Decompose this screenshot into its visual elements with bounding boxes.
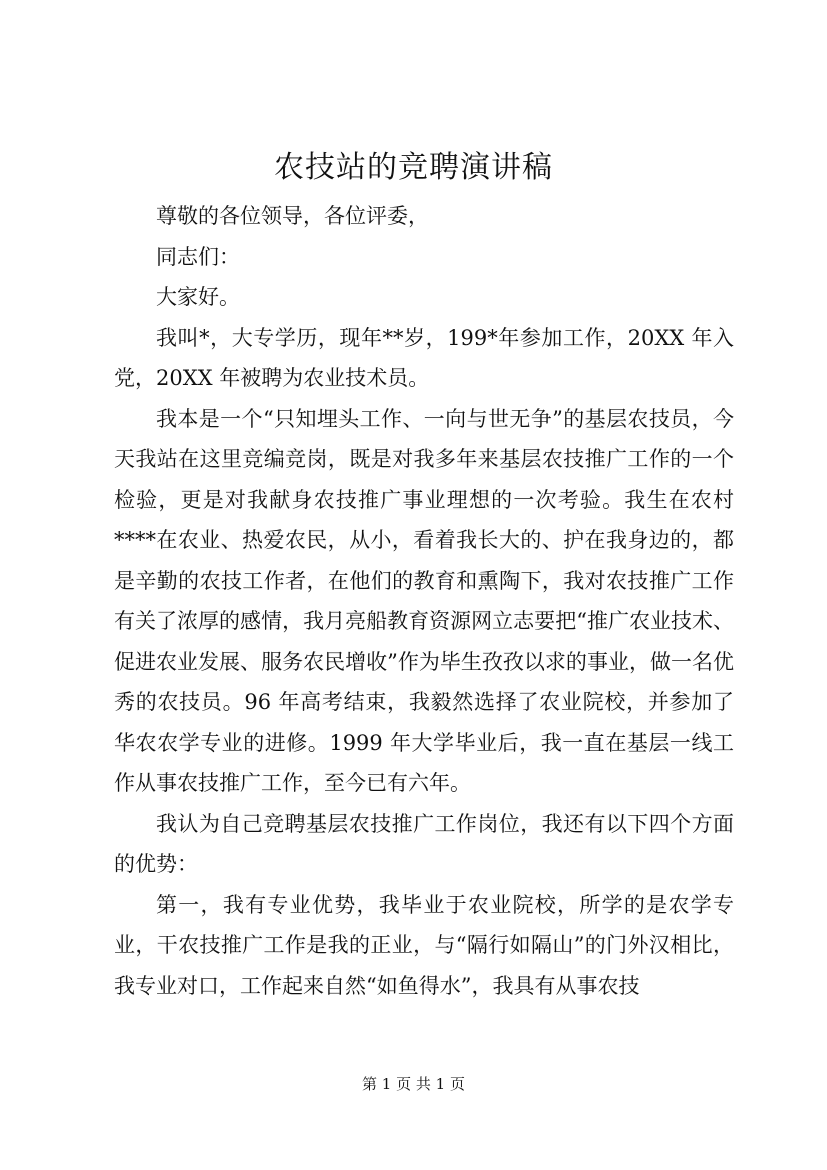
document-title: 农技站的竞聘演讲稿 — [274, 150, 553, 185]
paragraph-advantages-intro: 我认为自己竞聘基层农技推广工作岗位，我还有以下四个方面的优势： — [114, 811, 734, 876]
paragraph-background: 我本是一个“只知埋头工作、一向与世无争”的基层农技员，今天我站在这里竞编竞岗，既是对我多年来基层农技推广工作的一个检验，更是对我献身农技推广事业理想的一次考验。我生在农村****在农业、热爱农民，从小，看着我长大的、护在我身边的，都是辛勤的农技工作者，在他们的教育和熏陶下，我对农技推广工作有关了浓厚的感情，我月亮船教育资源网立志要把“推广农业技术、促进农业发展、服务农民增收”作为毕生孜孜以求的事业，做一名优秀的农技员。96 年高考结束，我毅然选择了农业院校，并参加了华农农学专业的进修。1999 年大学毕业后，我一直在基层一线工作从事农技推广工作，至今已有六年。 — [114, 406, 734, 795]
paragraph-greeting: 大家好。 — [156, 285, 240, 309]
paragraph-comrades: 同志们： — [156, 244, 240, 269]
paragraph-introduction: 我叫*，大专学历，现年**岁，199*年参加工作，20XX 年入党，20XX 年被聘为农业技术员。 — [114, 325, 734, 390]
paragraph-salutation: 尊敬的各位领导，各位评委， — [156, 204, 429, 228]
document-body — [114, 196, 734, 1006]
page-footer: 第 1 页 共 1 页 — [362, 1075, 465, 1093]
paragraph-first-advantage: 第一，我有专业优势，我毕业于农业院校，所学的是农学专业，干农技推广工作是我的正业，与“隔行如隔山”的门外汉相比，我专业对口，工作起来自然“如鱼得水”，我具有从事农技 — [114, 892, 734, 998]
